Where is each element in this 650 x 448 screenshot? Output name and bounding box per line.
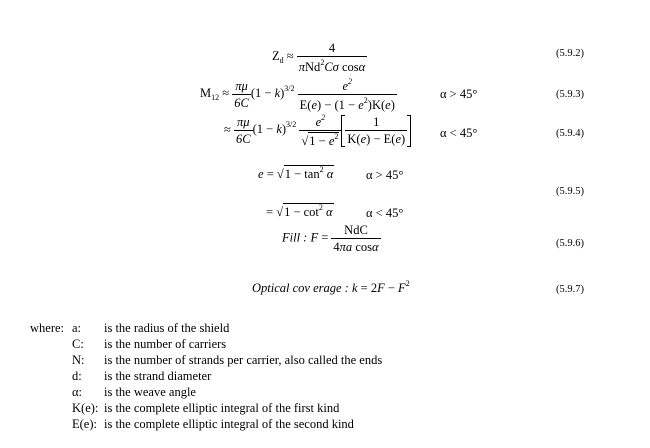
equation-5-9-6: Fill : F = $\frac{\text{NdC}}{\text{4πa cosα}}$ [282, 223, 379, 254]
definition-symbol: E(e): [72, 417, 97, 431]
condition-text: α > 45° [366, 168, 404, 182]
equation-5-9-3: $M_{12}$ ≈ $\frac{\pi\mu}{6C}$ $(1 - k)^{3/2}$ $\frac{e^2}{E(e) - (1 - e^2)K(e)}$ [200, 77, 395, 112]
equation-5-9-4: ≈ $\frac{\pi\mu}{6C}$ $(1 - k)^{3/2}$ $\frac{e^2}{√1 - e^2}$ $\frac{1}{K(e) - E(e)}$ [224, 114, 411, 147]
definition-symbol: N: [72, 353, 85, 367]
equation-number: (5.9.3) [556, 89, 584, 100]
definitions-lead: where: [30, 321, 65, 335]
equation-5-9-2: $Z_d$ ≈ $\frac{4}{\pi Nd^2C\sigma \cos\alpha}$ [272, 41, 366, 74]
condition-text: α < 45° [366, 206, 404, 220]
equation-number: (5.9.7) [556, 284, 584, 295]
definition-text: is the number of carriers [104, 337, 227, 351]
equation-5-9-5-line-2: = $√1 - \cot^2 \alpha$ [266, 203, 333, 219]
definition-symbol: a: [72, 321, 82, 335]
condition-text: α > 45° [440, 87, 478, 101]
equation-number: (5.9.4) [556, 128, 584, 139]
definition-symbol: d: [72, 369, 82, 383]
equation-5-9-7: Optical cov erage : $k = 2F - F^2$ [252, 279, 410, 295]
equation-number: (5.9.2) [556, 48, 584, 59]
definition-symbol: K(e): [72, 401, 99, 415]
optical-coverage-label: Optical cov erage : [252, 281, 349, 295]
fill-label: Fill : [282, 230, 308, 245]
definition-text: is the number of strands per carrier, also called the ends [104, 353, 383, 367]
definition-symbol: C: [72, 337, 84, 351]
equation-number: (5.9.6) [556, 238, 584, 249]
definition-text: is the complete elliptic integral of the first kind [104, 401, 340, 415]
equation-number: (5.9.5) [556, 186, 584, 197]
definition-text: is the weave angle [104, 385, 196, 399]
equation-5-9-5: $e = √1 - \tan^2 \alpha$ [258, 165, 334, 181]
condition-text: α < 45° [440, 126, 478, 140]
definition-text: is the radius of the shield [104, 321, 230, 335]
definition-text: is the strand diameter [104, 369, 212, 383]
definition-symbol: α: [72, 385, 83, 399]
definition-text: is the complete elliptic integral of the second kind [104, 417, 354, 431]
